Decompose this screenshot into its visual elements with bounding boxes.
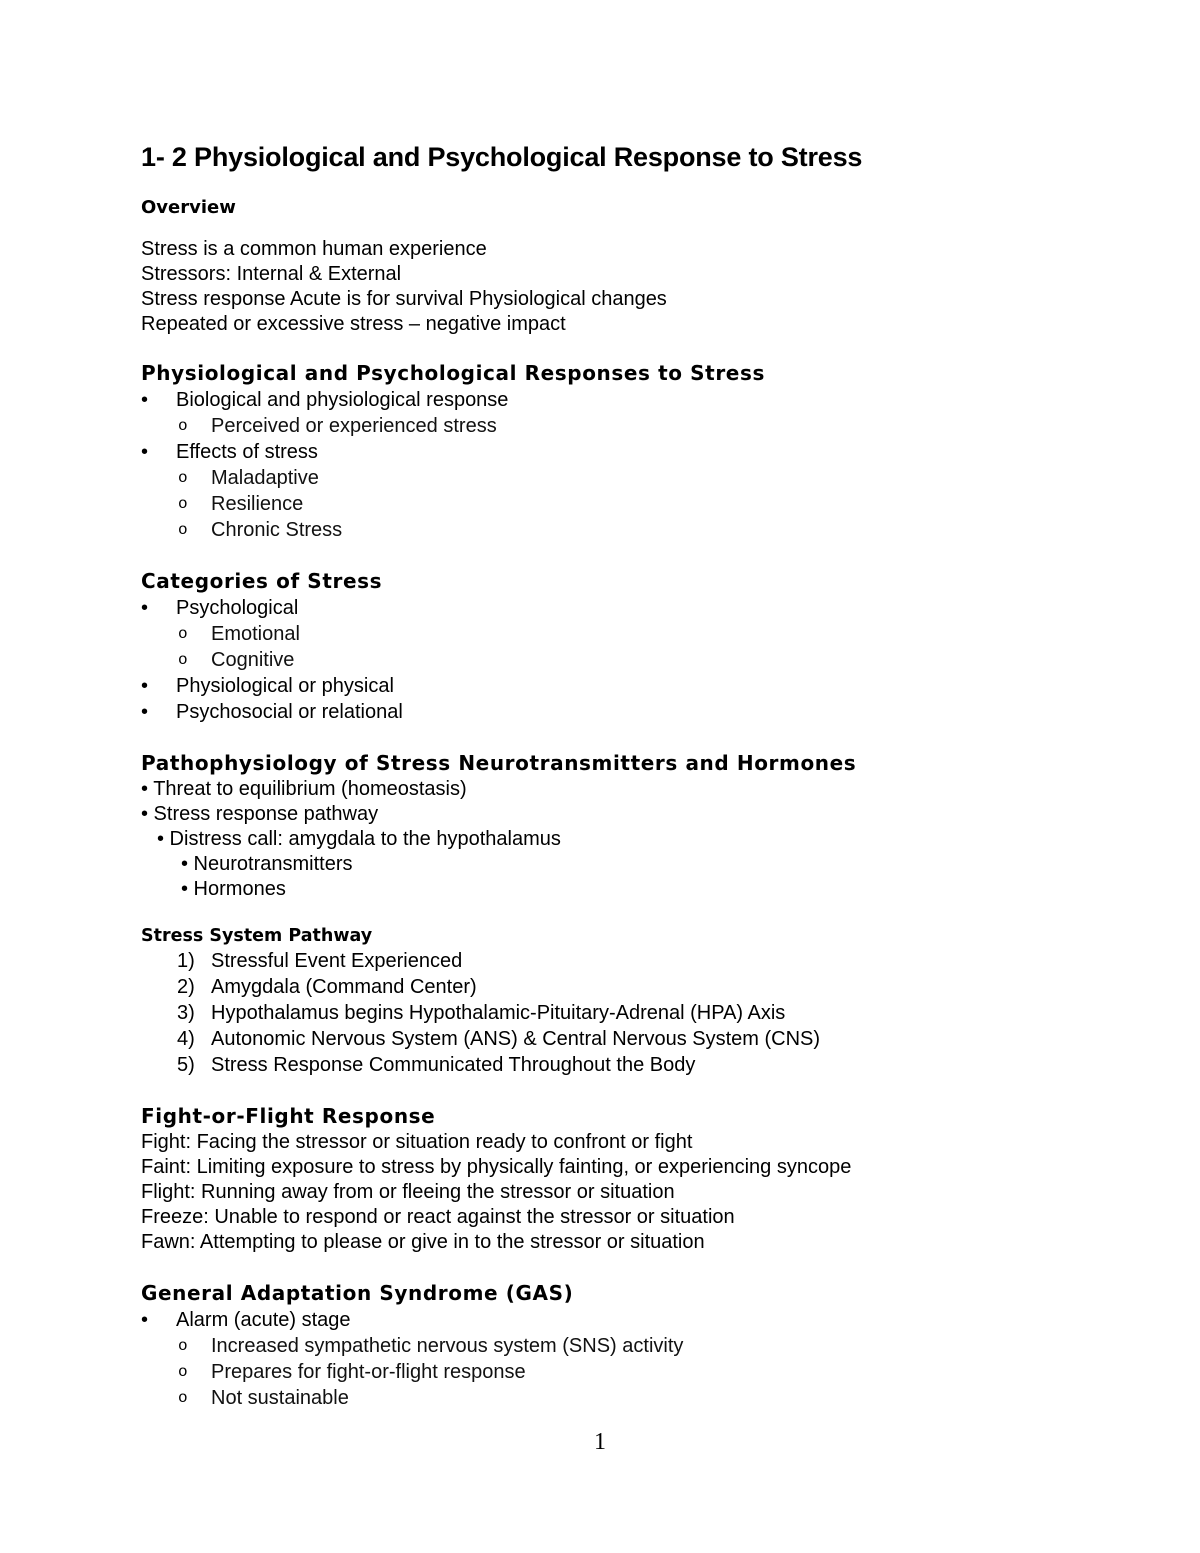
bullet-icon: • xyxy=(141,441,149,463)
circle-bullet-icon: o xyxy=(178,651,188,669)
categories-sublist xyxy=(141,621,1121,673)
overview-line: Stressors: Internal & External xyxy=(141,263,402,285)
list-item: o Maladaptive xyxy=(178,467,319,489)
circle-bullet-icon: o xyxy=(178,495,188,513)
list-item: 2) Amygdala (Command Center) xyxy=(177,976,477,998)
list-item: • Threat to equilibrium (homeostasis) xyxy=(141,778,467,800)
bullet-icon: • xyxy=(141,1309,149,1331)
list-item: • Effects of stress xyxy=(141,441,318,463)
list-item: • Psychosocial or relational xyxy=(141,701,403,723)
categories-heading: Categories of Stress xyxy=(141,569,383,593)
circle-bullet-icon: o xyxy=(178,469,188,487)
list-item: o Cognitive xyxy=(178,649,295,671)
bullet-icon: • xyxy=(141,701,149,723)
categories-list xyxy=(141,595,1121,621)
list-item: • Distress call: amygdala to the hypothalamus xyxy=(157,828,561,850)
responses-sublist xyxy=(141,413,1121,439)
responses-list xyxy=(141,439,1121,465)
bullet-icon: • xyxy=(141,389,149,411)
list-item: Fawn: Attempting to please or give in to the stressor or situation xyxy=(141,1231,705,1253)
responses-sublist xyxy=(141,465,1121,543)
overview-heading: Overview xyxy=(141,197,236,218)
list-item: o Prepares for fight-or-flight response xyxy=(178,1361,526,1383)
fight-flight-heading: Fight-or-Flight Response xyxy=(141,1104,436,1128)
list-number: 1) xyxy=(177,950,195,972)
overview-line: Stress is a common human experience xyxy=(141,238,487,260)
circle-bullet-icon: o xyxy=(178,625,188,643)
page-number: 1 xyxy=(594,1429,606,1455)
list-item: • Hormones xyxy=(181,878,286,900)
list-item: o Increased sympathetic nervous system (SNS) activity xyxy=(178,1335,684,1357)
circle-bullet-icon: o xyxy=(178,1337,188,1355)
bullet-icon: • xyxy=(141,597,149,619)
list-item: • Stress response pathway xyxy=(141,803,379,825)
list-item: Flight: Running away from or fleeing the stressor or situation xyxy=(141,1181,675,1203)
list-item: o Emotional xyxy=(178,623,300,645)
overview-lines xyxy=(141,237,1121,337)
circle-bullet-icon: o xyxy=(178,417,188,435)
bullet-icon: • xyxy=(141,675,149,697)
list-item: o Resilience xyxy=(178,493,304,515)
overview-line: Repeated or excessive stress – negative impact xyxy=(141,313,566,335)
list-item: Freeze: Unable to respond or react against the stressor or situation xyxy=(141,1206,735,1228)
list-item: • Physiological or physical xyxy=(141,675,394,697)
list-item: • Biological and physiological response xyxy=(141,389,509,411)
responses-list xyxy=(141,387,1121,413)
responses-heading: Physiological and Psychological Responses to Stress xyxy=(141,361,765,385)
pathophysiology-heading: Pathophysiology of Stress Neurotransmitters and Hormones xyxy=(141,751,857,775)
list-item: 3) Hypothalamus begins Hypothalamic-Pituitary-Adrenal (HPA) Axis xyxy=(177,1002,786,1024)
page-title: 1- 2 Physiological and Psychological Response to Stress xyxy=(141,142,863,172)
document-page xyxy=(141,138,1121,1411)
list-item: 4) Autonomic Nervous System (ANS) & Central Nervous System (CNS) xyxy=(177,1028,821,1050)
list-number: 5) xyxy=(177,1054,195,1076)
list-item: Fight: Facing the stressor or situation ready to confront or fight xyxy=(141,1131,693,1153)
pathway-heading: Stress System Pathway xyxy=(141,926,373,946)
list-number: 4) xyxy=(177,1028,195,1050)
list-item: • Neurotransmitters xyxy=(181,853,353,875)
gas-list xyxy=(141,1307,1121,1333)
list-number: 2) xyxy=(177,976,195,998)
list-item: o Not sustainable xyxy=(178,1387,349,1409)
list-item: • Alarm (acute) stage xyxy=(141,1309,351,1331)
overview-line: Stress response Acute is for survival Physiological changes xyxy=(141,288,667,310)
circle-bullet-icon: o xyxy=(178,1363,188,1381)
gas-sublist xyxy=(141,1333,1121,1411)
list-item: o Perceived or experienced stress xyxy=(178,415,497,437)
list-item: Faint: Limiting exposure to stress by physically fainting, or experiencing syncope xyxy=(141,1156,852,1178)
circle-bullet-icon: o xyxy=(178,521,188,539)
circle-bullet-icon: o xyxy=(178,1389,188,1407)
list-number: 3) xyxy=(177,1002,195,1024)
categories-list xyxy=(141,673,1121,725)
list-item: 5) Stress Response Communicated Throughout the Body xyxy=(177,1054,696,1076)
pathophysiology-lines xyxy=(141,777,1121,902)
list-item: 1) Stressful Event Experienced xyxy=(177,950,463,972)
gas-heading: General Adaptation Syndrome (GAS) xyxy=(141,1281,574,1305)
pathway-list xyxy=(141,948,1121,1078)
list-item: o Chronic Stress xyxy=(178,519,343,541)
fight-flight-lines xyxy=(141,1130,1121,1255)
list-item: • Psychological xyxy=(141,597,299,619)
